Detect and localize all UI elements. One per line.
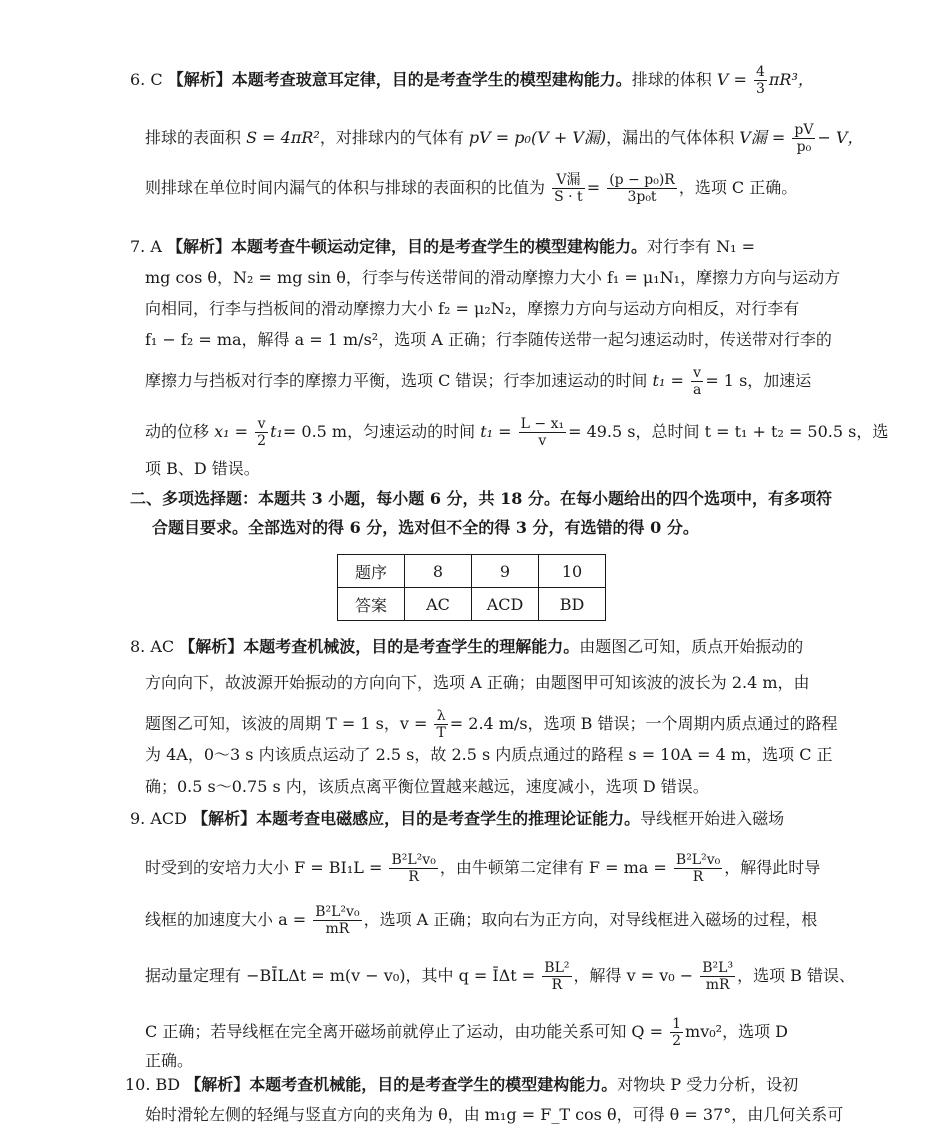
q8-frac-lambda-T: $\frac{\lambda}{T}$ <box>436 708 446 741</box>
q8-lead: 本题考查机械波，目的是考查学生的理解能力。 <box>243 637 580 656</box>
q10-tag: 【解析】 <box>185 1075 250 1094</box>
table-cell: 题序 <box>338 555 405 588</box>
q8-text: = 2.4 m/s，选项 B 错误；一个周期内质点通过的路程 <box>449 714 838 733</box>
q7-frac-v-a: $\frac{v}{a}$ <box>692 365 702 398</box>
q6-tag: 【解析】 <box>167 70 232 89</box>
q7-text: = 1 s，加速运 <box>705 371 812 390</box>
answer-table-row-answers <box>338 588 606 621</box>
q9-text: 导线框开始进入磁场 <box>640 809 785 828</box>
q7-lead: 本题考查牛顿运动定律，目的是考查学生的模型建构能力。 <box>231 237 648 256</box>
q8-line-3 <box>145 708 838 741</box>
q8-line-2: 方向向下，故波源开始振动的方向向下，选项 A 正确；由题图甲可知该波的波长为 2.4 m，由 <box>145 673 810 692</box>
q9-text: C 正确；若导线框在完全离开磁场前就停止了运动，由功能关系可知 Q = <box>145 1022 664 1041</box>
answer-table-row-numbers <box>338 555 606 588</box>
q9-frac-b2l2v0-R: $\frac{\text{B²L²v₀}}{R}$ <box>391 852 436 885</box>
q9-line-1 <box>130 808 784 830</box>
q7-text: = 49.5 s，总时间 t = t₁ + t₂ = 50.5 s，选 <box>568 422 889 441</box>
table-cell: AC <box>405 588 472 621</box>
q7-frac-l-x1-v: $\frac{\text{L − x₁}}{v}$ <box>520 416 565 449</box>
q9-number: 9. ACD <box>130 809 187 828</box>
q7-line-1 <box>130 236 755 258</box>
q9-text: ，解得 v = v₀ − <box>573 966 694 985</box>
q6-line-3 <box>145 172 797 205</box>
table-cell: BD <box>539 588 606 621</box>
q7-formula: t₁ = <box>480 422 512 441</box>
table-cell: 8 <box>405 555 472 588</box>
q7-text: = 0.5 m，匀速运动的时间 <box>282 422 476 441</box>
q9-line-4 <box>145 960 855 993</box>
table-cell: 10 <box>539 555 606 588</box>
q6-text: 排球的表面积 <box>145 128 242 147</box>
q6-line-1 <box>130 64 814 97</box>
table-cell: ACD <box>472 588 539 621</box>
q7-line-5 <box>145 365 811 398</box>
q9-line-3 <box>145 904 817 937</box>
q6-frac-pv-p0: $\frac{pV}{\text{p₀}}$ <box>794 122 814 155</box>
q6-frac-vleak-st: $\frac{\text{V漏}}{S \cdot t}$ <box>554 172 583 205</box>
q9-text: mv₀²，选项 D <box>685 1022 789 1041</box>
q6-formula: V = <box>716 70 747 89</box>
q8-line-1 <box>130 636 803 658</box>
q9-text: ，由牛顿第二定律有 F = ma = <box>439 858 667 877</box>
q7-text: 对行李有 N₁ = <box>647 237 756 256</box>
q8-text: 题图乙可知，该波的周期 T = 1 s，v = <box>145 714 428 733</box>
q6-formula: pV = p₀(V + V漏) <box>468 128 607 147</box>
q7-line-6 <box>145 416 888 449</box>
q7-line-3: 向相同，行李与挡板间的滑动摩擦力大小 f₂ = μ₂N₂，摩擦力方向与运动方向相反，对行李有 <box>145 299 800 318</box>
q9-text: 时受到的安培力大小 F = BI₁L = <box>145 858 383 877</box>
q7-formula: t₁ <box>270 422 283 441</box>
q9-frac-half: $\frac{1}{2}$ <box>672 1016 682 1049</box>
answer-table <box>337 554 606 621</box>
q6-text: ，对排球内的气体有 <box>319 128 464 147</box>
q7-line-4: f₁ − f₂ = ma，解得 a = 1 m/s²，选项 A 正确；行李随传送带一起匀速运动时，传送带对行李的 <box>145 330 832 349</box>
q6-lead: 本题考查玻意耳定律，目的是考查学生的模型建构能力。 <box>231 70 632 89</box>
q9-frac-b2l2v0-R-2: $\frac{\text{B²L²v₀}}{R}$ <box>675 852 721 885</box>
q7-number: 7. A <box>130 237 162 256</box>
q6-formula: S = 4πR² <box>246 128 320 147</box>
q8-tag: 【解析】 <box>179 637 244 656</box>
q6-text: ，漏出的气体体积 <box>606 128 735 147</box>
section-2-heading: 二、多项选择题：本题共 3 小题，每小题 6 分，共 18 分。在每小题给出的四个选项中，有多项符 <box>130 489 832 508</box>
q10-line-1 <box>125 1074 798 1096</box>
q6-frac-four-thirds: $\frac{4}{3}$ <box>755 64 765 97</box>
q6-formula: = <box>586 178 601 197</box>
q8-line-5: 确；0.5 s～0.75 s 内，该质点离平衡位置越来越远，速度减小，选项 D 错误。 <box>145 777 709 796</box>
q7-frac-v-2: $\frac{v}{2}$ <box>257 416 267 449</box>
q9-frac-b2l3-mR: $\frac{\text{B²L³}}{mR}$ <box>702 960 734 993</box>
q7-tag: 【解析】 <box>167 237 232 256</box>
q8-text: 由题图乙可知，质点开始振动的 <box>579 637 804 656</box>
q10-text: 对物块 P 受力分析，设初 <box>617 1075 799 1094</box>
table-cell: 答案 <box>338 588 405 621</box>
q7-line-7: 项 B、D 错误。 <box>145 459 260 478</box>
q7-line-2: mg cos θ，N₂ = mg sin θ，行李与传送带间的滑动摩擦力大小 f₁ = μ₁N₁，摩擦力方向与运动方 <box>145 268 841 287</box>
q6-frac-ratio: $\frac{\text{(p − p₀)R}}{\text{3p₀t}}$ <box>609 172 675 205</box>
q9-text: 线框的加速度大小 a = <box>145 910 307 929</box>
q6-formula: − V， <box>817 128 864 147</box>
q10-line-2: 始时滑轮左侧的轻绳与竖直方向的夹角为 θ，由 m₁g = F_T cos θ，可得 θ = 37°，由几何关系可 <box>145 1105 844 1124</box>
q7-text: 摩擦力与挡板对行李的摩擦力平衡，选项 C 错误；行李加速运动的时间 <box>145 371 648 390</box>
q6-text: 排球的体积 <box>631 70 712 89</box>
q7-text: 动的位移 <box>145 422 210 441</box>
q10-number: 10. BD <box>125 1075 181 1094</box>
q9-line-6: 正确。 <box>145 1051 194 1070</box>
q9-line-2 <box>145 852 820 885</box>
q6-text: ，选项 C 正确。 <box>678 178 798 197</box>
q6-formula: πR³， <box>768 70 814 89</box>
q9-frac-b2l2v0-mR: $\frac{\text{B²L²v₀}}{mR}$ <box>315 904 360 937</box>
q9-frac-bl2-R: $\frac{\text{BL²}}{R}$ <box>544 960 570 993</box>
q8-line-4: 为 4A，0～3 s 内该质点运动了 2.5 s，故 2.5 s 内质点通过的路程 s = 10A = 4 m，选项 C 正 <box>145 745 833 764</box>
q9-line-5 <box>145 1016 788 1049</box>
q9-text: ，选项 A 正确；取向右为正方向，对导线框进入磁场的过程，根 <box>363 910 818 929</box>
q7-formula: t₁ = <box>652 371 684 390</box>
q6-line-2 <box>145 122 864 155</box>
q6-number: 6. C <box>130 70 163 89</box>
q9-text: 据动量定理有 −BĪLΔt = m(v − v₀)，其中 q = ĪΔt = <box>145 966 536 985</box>
q6-text: 则排球在单位时间内漏气的体积与排球的表面积的比值为 <box>145 178 546 197</box>
q9-text: ，解得此时导 <box>724 858 821 877</box>
section-2-instructions: 合题目要求。全部选对的得 6 分，选对但不全的得 3 分，有选错的得 0 分。 <box>152 518 699 537</box>
q8-number: 8. AC <box>130 637 175 656</box>
q6-formula: V漏 = <box>739 128 786 147</box>
q9-tag: 【解析】 <box>192 809 257 828</box>
q9-text: ，选项 B 错误、 <box>737 966 855 985</box>
q10-lead: 本题考查机械能，目的是考查学生的模型建构能力。 <box>249 1075 618 1094</box>
q9-lead: 本题考查电磁感应，目的是考查学生的推理论证能力。 <box>256 809 641 828</box>
q7-formula: x₁ = <box>214 422 249 441</box>
table-cell: 9 <box>472 555 539 588</box>
